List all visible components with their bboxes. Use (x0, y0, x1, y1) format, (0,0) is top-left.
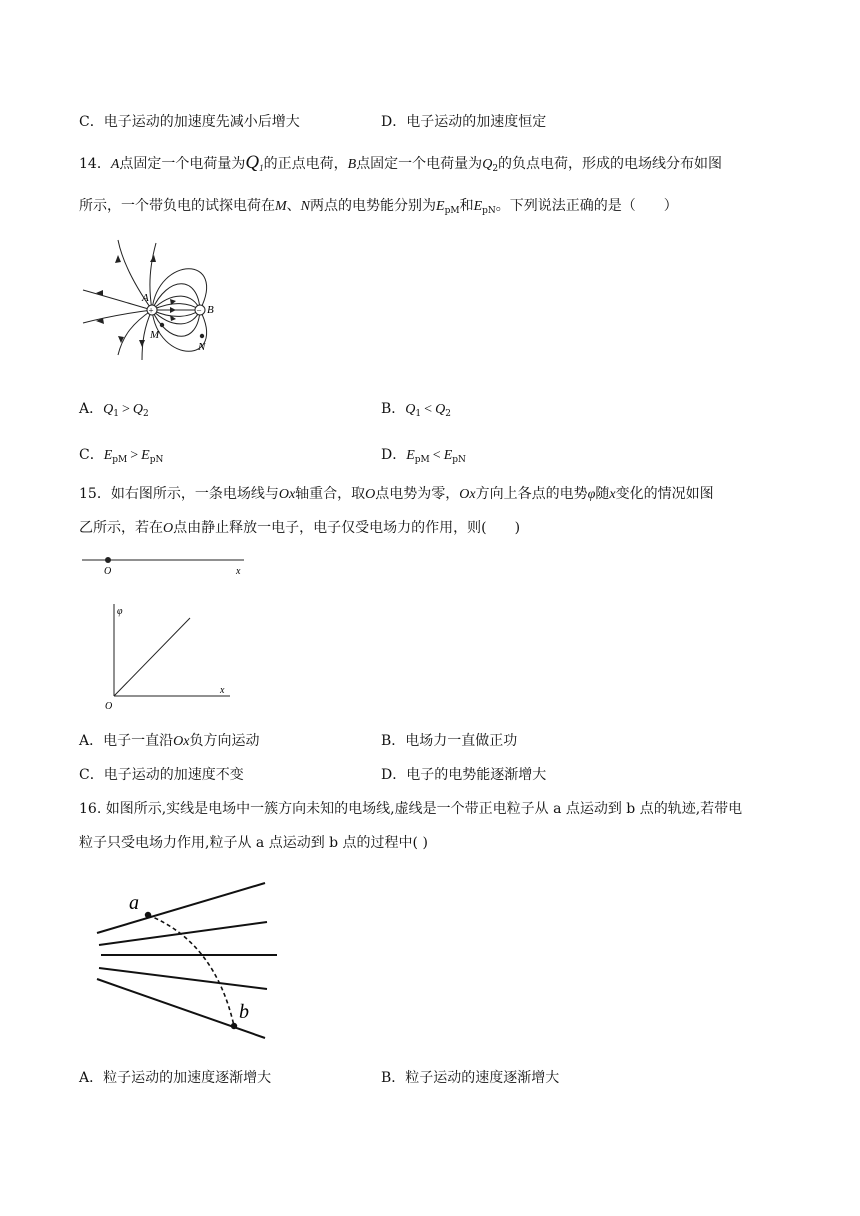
q15-option-c: C．电子运动的加速度不变 (79, 767, 244, 783)
q16-option-a: A．粒子运动的加速度逐渐增大 (79, 1070, 272, 1086)
q15-stem-line1: 15．如右图所示，一条电场线与Ox轴重合，取O点电势为零，Ox方向上各点的电势φ随x变化的情况如图 (79, 486, 714, 502)
point-a-label: a (129, 892, 139, 914)
negative-charge-sign: − (196, 305, 202, 316)
graph-origin-label: O (105, 701, 113, 712)
q15-option-b: B．电场力一直做正功 (381, 733, 518, 749)
q15-option-a: A．电子一直沿Ox负方向运动 (79, 733, 260, 749)
phi-x-graph (100, 600, 240, 720)
q15-stem-line2: 乙所示，若在O点由静止释放一电子，电子仅受电场力的作用，则( ) (79, 520, 521, 536)
q14-option-c: C．$E_{pM} > E_{pN}$ (79, 447, 164, 465)
ox-axis-figure (80, 552, 250, 582)
q13-option-c: C．电子运动的加速度先减小后增大 (79, 114, 300, 130)
axis-x-label: x (236, 566, 241, 577)
trajectory-figure (95, 872, 285, 1047)
q14-stem-line1: 14．A点固定一个电荷量为$Q_1$的正点电荷，B点固定一个电荷量为$Q_2$的负点电荷，形成的电场线分布如图 (79, 152, 723, 174)
q16-stem-line2: 粒子只受电场力作用,粒子从 a 点运动到 b 点的过程中( ) (79, 835, 428, 851)
field-lines-figure (78, 235, 238, 365)
q16-option-b: B．粒子运动的速度逐渐增大 (381, 1070, 560, 1086)
q15-option-d: D．电子的电势能逐渐增大 (381, 767, 547, 783)
axis-origin-label: O (104, 566, 112, 577)
fig-label-m: M (150, 329, 160, 341)
q14-stem-line2: 所示，一个带负电的试探电荷在M、N两点的电势能分别为$E_{pM}$和$E_{pN}$。下列说法正确的是（ ） (79, 198, 678, 216)
graph-phi-label: φ (117, 606, 123, 617)
q14-option-a: A．$Q_1 > Q_2$ (79, 401, 149, 419)
fig-label-n: N (198, 341, 206, 353)
point-b-label: b (239, 1001, 249, 1023)
q14-option-d: D．$E_{pM} < E_{pN}$ (381, 447, 466, 465)
q14-option-b: B．$Q_1 < Q_2$ (381, 401, 451, 419)
q16-stem-line1: 16. 如图所示,实线是电场中一簇方向未知的电场线,虚线是一个带正电粒子从 a 点运动到 b 点的轨迹,若带电 (79, 801, 743, 817)
q13-option-d: D．电子运动的加速度恒定 (381, 114, 547, 130)
graph-x-label: x (220, 685, 225, 696)
fig-label-a: A (142, 292, 149, 304)
fig-label-b: B (207, 304, 214, 316)
positive-charge-sign: + (148, 305, 154, 316)
